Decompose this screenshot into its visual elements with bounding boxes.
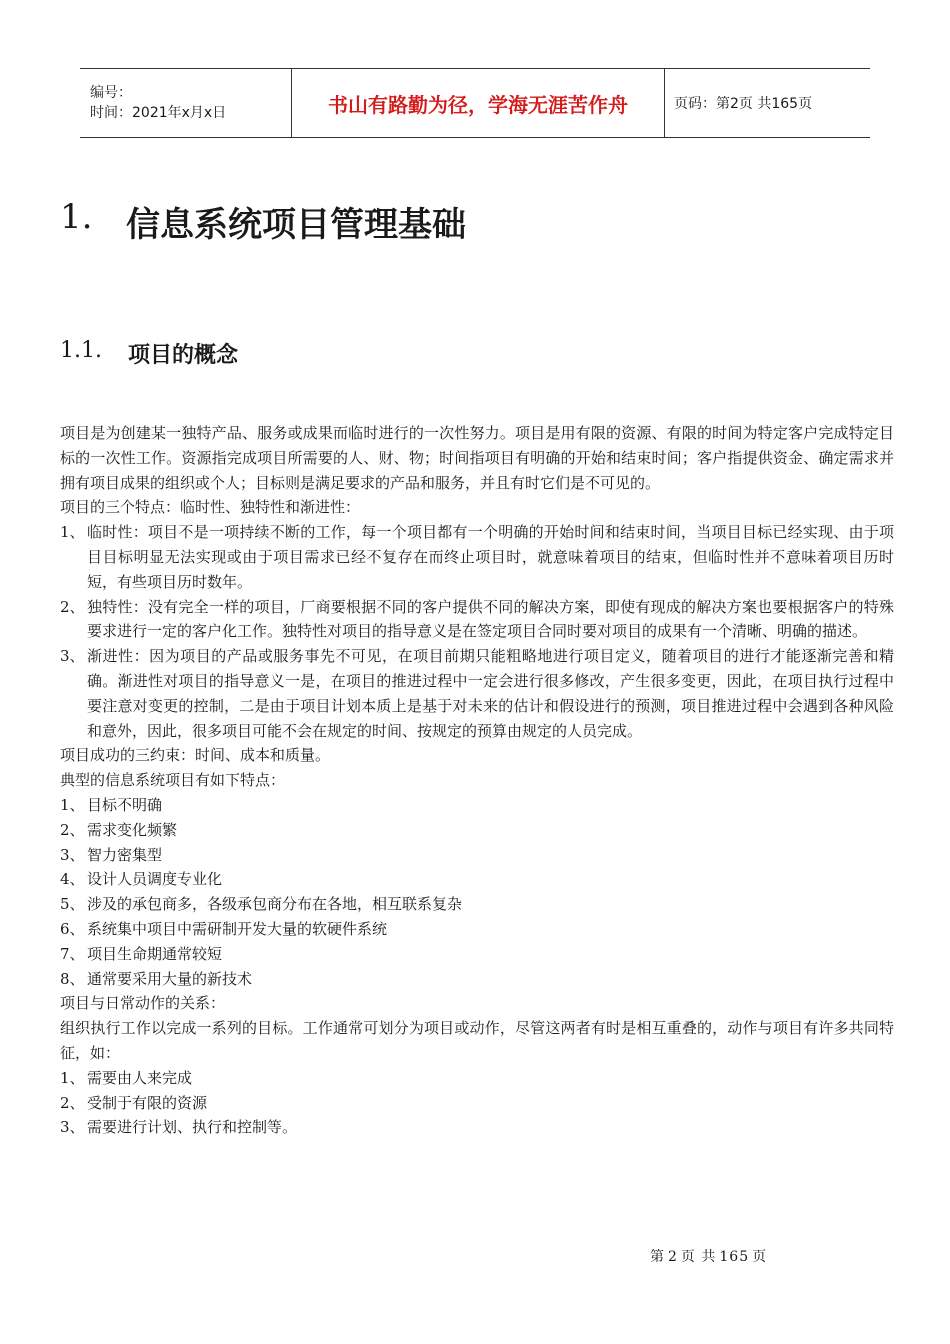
document-number-label: 编号： bbox=[90, 85, 132, 101]
list-marker: 7、 bbox=[60, 944, 85, 963]
body-content bbox=[60, 421, 894, 1140]
list-item bbox=[60, 867, 894, 892]
page-header bbox=[80, 68, 870, 138]
footer-total-pages: 165 bbox=[719, 1249, 750, 1265]
section-title: 项目的概念 bbox=[128, 342, 239, 368]
list-item bbox=[60, 520, 894, 594]
traits-list bbox=[60, 793, 894, 991]
features-list bbox=[60, 520, 894, 743]
header-page-info: 页码：第2页 共165页 bbox=[674, 96, 813, 112]
footer-prefix: 第 bbox=[650, 1249, 665, 1265]
paragraph-operations: 组织执行工作以完成一系列的目标。工作通常可划分为项目或动作，尽管这两者有时是相互重叠的，动作与项目有许多共同特征，如： bbox=[60, 1019, 894, 1062]
list-item bbox=[60, 793, 894, 818]
list-text: 系统集中项目中需研制开发大量的软硬件系统 bbox=[87, 919, 388, 938]
paragraph-definition: 项目是为创建某一独特产品、服务或成果而临时进行的一次性努力。项目是用有限的资源、有限的时间为特定客户完成特定目标的一次性工作。资源指完成项目所需要的人、财、物；时间指项目有明确的开始和结束时间；客户指提供资金、确定需求并拥有项目成果的组织或个人；目标则是满足要求的产品和服务，并且有时它们是不可见的。 bbox=[60, 424, 894, 492]
list-marker: 2、 bbox=[60, 820, 85, 839]
list-marker: 5、 bbox=[60, 895, 85, 914]
list-text: 需求变化频繁 bbox=[87, 820, 178, 839]
common-features-list bbox=[60, 1066, 894, 1140]
list-marker: 3、 bbox=[60, 647, 85, 666]
list-marker: 1、 bbox=[60, 523, 85, 542]
list-text: 渐进性：因为项目的产品或服务事先不可见，在项目前期只能粗略地进行项目定义，随着项目的进行才能逐渐完善和精确。渐进性对项目的指导意义一是，在项目的推进过程中一定会进行很多修改，产生很多变更，因此，在项目执行过程中要注意对变更的控制，二是由于项目计划本质上是基于对未来的估计和假设进行的预测，项目推进过程中会遇到各种风险和意外，因此，很多项目可能不会在规定的时间、按规定的预算由规定的人员完成。 bbox=[87, 647, 894, 740]
list-text: 目标不明确 bbox=[87, 795, 163, 814]
list-marker: 2、 bbox=[60, 597, 85, 616]
list-marker: 1、 bbox=[60, 795, 85, 814]
list-marker: 1、 bbox=[60, 1068, 85, 1087]
list-item bbox=[60, 644, 894, 743]
footer-page-number: 2 bbox=[668, 1249, 678, 1265]
list-item bbox=[60, 942, 894, 967]
list-item bbox=[60, 1091, 894, 1116]
section-number: 1.1. bbox=[60, 338, 102, 363]
list-text: 智力密集型 bbox=[87, 845, 163, 864]
paragraph-features-intro: 项目的三个特点：临时性、独特性和渐进性： bbox=[60, 498, 361, 517]
list-text: 通常要采用大量的新技术 bbox=[87, 969, 253, 988]
list-item bbox=[60, 843, 894, 868]
list-text: 需要进行计划、执行和控制等。 bbox=[87, 1118, 298, 1137]
list-text: 需要由人来完成 bbox=[87, 1068, 193, 1087]
list-marker: 2、 bbox=[60, 1093, 85, 1112]
section-heading bbox=[60, 338, 238, 369]
chapter-heading bbox=[60, 197, 466, 246]
list-text: 受制于有限的资源 bbox=[87, 1093, 208, 1112]
list-item bbox=[60, 1115, 894, 1140]
list-item bbox=[60, 892, 894, 917]
header-motto: 书山有路勤为径，学海无涯苦作舟 bbox=[328, 92, 628, 117]
header-meta bbox=[80, 69, 292, 137]
list-item bbox=[60, 967, 894, 992]
list-marker: 6、 bbox=[60, 919, 85, 938]
document-date-label: 时间：2021年x月x日 bbox=[90, 105, 227, 121]
list-text: 涉及的承包商多，各级承包商分布在各地，相互联系复杂 bbox=[87, 895, 463, 914]
header-motto-cell bbox=[292, 69, 665, 137]
list-item bbox=[60, 1066, 894, 1091]
paragraph-operations-intro: 项目与日常动作的关系： bbox=[60, 994, 226, 1013]
list-marker: 3、 bbox=[60, 845, 85, 864]
list-text: 临时性：项目不是一项持续不断的工作，每一个项目都有一个明确的开始时间和结束时间，当项目目标已经实现、由于项目目标明显无法实现或由于项目需求已经不复存在而终止项目时，就意味着项目的结束，但临时性并不意味着项目历时短，有些项目历时数年。 bbox=[87, 523, 894, 591]
list-item bbox=[60, 917, 894, 942]
footer-suffix: 页 bbox=[752, 1249, 768, 1265]
list-marker: 3、 bbox=[60, 1118, 85, 1137]
paragraph-traits-intro: 典型的信息系统项目有如下特点： bbox=[60, 771, 286, 790]
page-footer bbox=[650, 1246, 770, 1266]
paragraph-constraints: 项目成功的三约束：时间、成本和质量。 bbox=[60, 746, 331, 765]
list-text: 独特性：没有完全一样的项目，厂商要根据不同的客户提供不同的解决方案，即使有现成的解决方案也要根据客户的特殊要求进行一定的客户化工作。独特性对项目的指导意义是在签定项目合同时要对项目的成果有一个清晰、明确的描述。 bbox=[87, 597, 894, 641]
list-item bbox=[60, 818, 894, 843]
list-text: 设计人员调度专业化 bbox=[87, 870, 223, 889]
list-marker: 4、 bbox=[60, 870, 85, 889]
header-page-info-cell bbox=[665, 69, 870, 137]
chapter-number: 1. bbox=[60, 197, 93, 237]
list-item bbox=[60, 595, 894, 645]
chapter-title: 信息系统项目管理基础 bbox=[126, 205, 466, 245]
footer-middle: 页 共 bbox=[680, 1249, 717, 1265]
list-marker: 8、 bbox=[60, 969, 85, 988]
list-text: 项目生命期通常较短 bbox=[87, 944, 223, 963]
